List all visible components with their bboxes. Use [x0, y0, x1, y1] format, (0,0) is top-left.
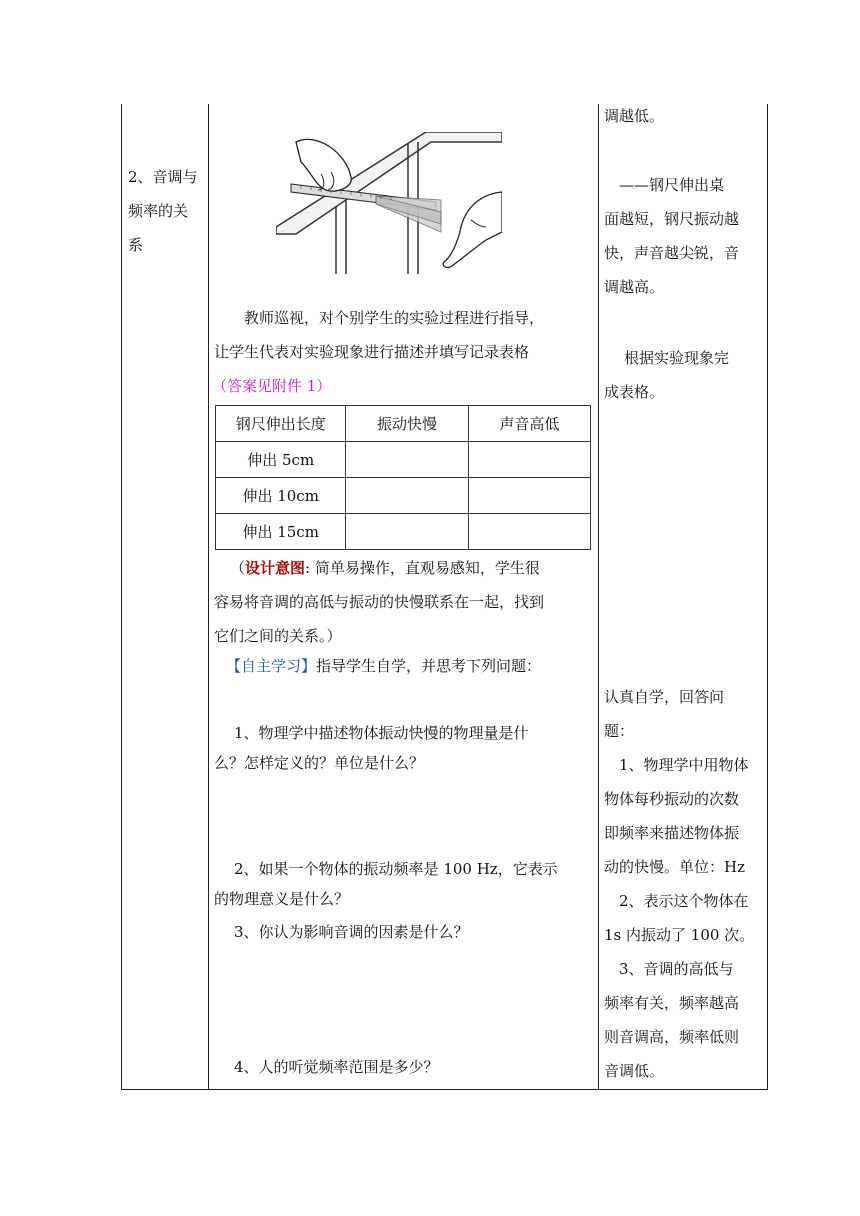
question-3: 3、你认为影响音调的因素是什么？ — [234, 923, 469, 941]
student-activity-line: 2、表示这个物体在 — [619, 892, 749, 910]
student-activity-line: 调越低。 — [604, 107, 665, 125]
student-activity-block2 — [604, 168, 766, 304]
question-4: 4、人的听觉频率范围是多少？ — [234, 1058, 439, 1076]
table-cell[interactable] — [468, 442, 590, 478]
student-activity-line: 动的快慢。单位：Hz — [604, 858, 745, 876]
question-1-line2: 么？怎样定义的？单位是什么？ — [214, 754, 425, 772]
student-activity-line: 根据实验现象完 — [624, 349, 730, 367]
teacher-guidance-line2: 让学生代表对实验现象进行描述并填写记录表格 — [214, 343, 530, 361]
table-cell[interactable] — [468, 514, 590, 550]
header-vibration-speed: 振动快慢 — [346, 406, 468, 442]
header-pitch: 声音高低 — [468, 406, 590, 442]
table-border-bottom — [121, 1089, 768, 1090]
table-cell: 伸出 10cm — [216, 478, 346, 514]
design-intent-line2: 容易将音调的高低与振动的快慢联系在一起，找到 — [214, 593, 545, 611]
student-activity-line: 1s 内振动了 100 次。 — [604, 926, 755, 944]
self-study-line — [226, 649, 541, 683]
design-intent-line1 — [230, 551, 540, 585]
section-label — [128, 160, 204, 262]
table-cell[interactable] — [468, 478, 590, 514]
design-prefix: （ — [230, 559, 246, 577]
self-study-label: 【自主学习】 — [226, 657, 317, 675]
table-border-left — [121, 104, 122, 1090]
student-activity-line: 则音调高，频率低则 — [604, 1028, 740, 1046]
student-activity-line: 音调低。 — [604, 1062, 665, 1080]
student-activity-line: 1、物理学中用物体 — [619, 756, 749, 774]
design-intent-label: 设计意图 — [245, 559, 306, 577]
table-border-right — [767, 104, 768, 1090]
table-row — [216, 442, 591, 478]
table-divider-2 — [598, 104, 599, 1090]
record-table — [215, 405, 591, 550]
question-2-line1: 2、如果一个物体的振动频率是 100 Hz，它表示 — [234, 860, 558, 878]
student-activity-line: 题： — [604, 722, 635, 740]
table-cell[interactable] — [346, 478, 468, 514]
student-activity-line: 认真自学，回答问 — [604, 688, 725, 706]
student-activity-line: 3、音调的高低与 — [619, 960, 734, 978]
design-intent-text: : 简单易操作，直观易感知，学生很 — [305, 559, 540, 577]
student-activity-line: 物体每秒振动的次数 — [604, 790, 740, 808]
teacher-guidance-line1: 教师巡视，对个别学生的实验过程进行指导， — [244, 309, 545, 327]
table-cell[interactable] — [346, 442, 468, 478]
student-activity-block1 — [604, 99, 766, 133]
student-activity-block4 — [604, 680, 766, 1088]
student-activity-block3 — [604, 341, 766, 409]
section-label-line: 系 — [128, 236, 144, 254]
table-header-row — [216, 406, 591, 442]
table-row — [216, 514, 591, 550]
table-cell: 伸出 5cm — [216, 442, 346, 478]
question-2-line2: 的物理意义是什么？ — [214, 890, 350, 908]
ruler-experiment-illustration — [276, 132, 502, 274]
student-activity-line: 成表格。 — [604, 383, 665, 401]
table-row — [216, 478, 591, 514]
question-1-line1: 1、物理学中描述物体振动快慢的物理量是什 — [234, 724, 529, 742]
student-activity-line: 调越高。 — [604, 278, 665, 296]
section-label-line: 频率的关 — [128, 202, 189, 220]
student-activity-line: 即频率来描述物体振 — [604, 824, 740, 842]
header-ruler-length: 钢尺伸出长度 — [216, 406, 346, 442]
student-activity-line: 面越短，钢尺振动越 — [604, 210, 740, 228]
section-label-line: 2、音调与 — [128, 168, 198, 186]
answer-note: （答案见附件 1） — [212, 377, 332, 395]
self-study-text: 指导学生自学，并思考下列问题： — [316, 657, 542, 675]
student-activity-line: 频率有关，频率越高 — [604, 994, 740, 1012]
student-activity-line: 快，声音越尖锐，音 — [604, 244, 740, 262]
student-activity-line: ——钢尺伸出桌 — [619, 176, 725, 194]
design-intent-line3: 它们之间的关系。） — [214, 627, 342, 645]
table-divider-1 — [208, 104, 209, 1090]
table-cell: 伸出 15cm — [216, 514, 346, 550]
table-cell[interactable] — [346, 514, 468, 550]
